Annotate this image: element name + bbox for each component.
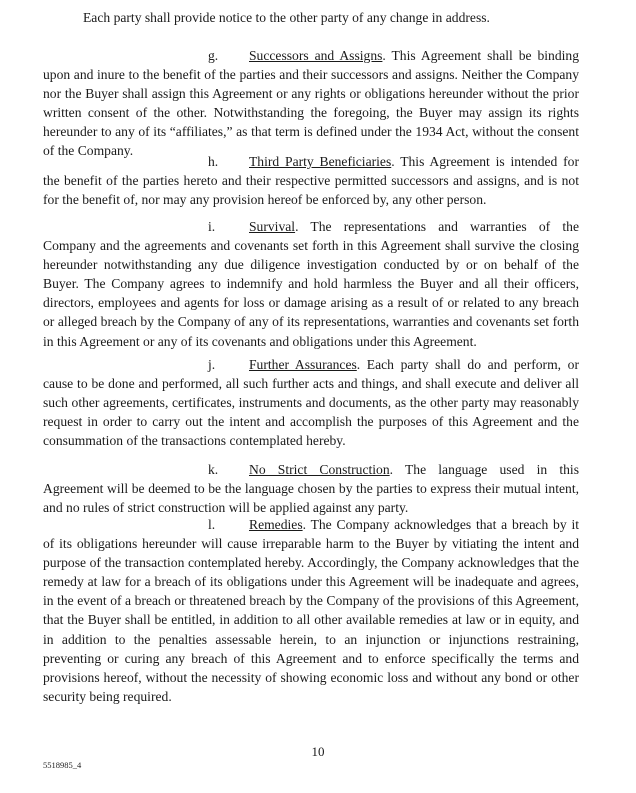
section-h xyxy=(43,152,579,209)
section-letter: k. xyxy=(208,462,219,477)
section-text: . The language used in this Agreement will be deemed to be the language chosen by the parties to express their mutual intent, and no rules of strict construction will be applied against any party. xyxy=(43,462,579,516)
section-l xyxy=(43,515,579,706)
section-heading: No Strict Construction xyxy=(249,462,390,477)
section-heading: Further Assurances xyxy=(249,357,357,372)
section-text: . This Agreement shall be binding upon and inure to the benefit of the parties and their successors and assigns. Neither the Company nor the Buyer shall assign this Agreement or any rights or obligations hereunder without the prior written consent of the other. Notwithstanding the foregoing, the Buyer may assign its rights hereunder to any of its “affiliates,” as that term is defined under the 1934 Act, without the consent of the Company. xyxy=(43,48,579,159)
section-letter: l. xyxy=(208,517,216,532)
section-heading: Successors and Assigns xyxy=(249,48,383,63)
intro-text: Each party shall provide notice to the other party of any change in address. xyxy=(83,10,490,25)
section-letter: j. xyxy=(208,357,216,372)
section-text: . The Company acknowledges that a breach by it of its obligations hereunder will cause irreparable harm to the Buyer by vitiating the intent and purpose of the transaction contemplated hereby. Accordingly, the Company acknowledges that the remedy at law for a breach of its obligations under this Agreement will be inadequate and agrees, in the event of a breach or threatened breach by the Company of the provisions of this Agreement, that the Buyer shall be entitled, in addition to all other available remedies at law or in equity, and in addition to the penalties assessable herein, to an injunction or injunctions restraining, preventing or curing any breach of this Agreement and to enforce specifically the terms and provisions hereof, without the necessity of showing economic loss and without any bond or other security being required. xyxy=(43,517,579,704)
section-i xyxy=(43,217,579,351)
section-text: . This Agreement is intended for the benefit of the parties hereto and their respective permitted successors and assigns, and is not for the benefit of, nor may any provision hereof be enforced by, any other person. xyxy=(43,154,579,208)
section-heading: Survival xyxy=(249,219,296,234)
section-k xyxy=(43,460,579,517)
intro-paragraph xyxy=(43,8,579,27)
section-heading: Remedies xyxy=(249,517,303,532)
section-g xyxy=(43,46,579,161)
section-letter: i. xyxy=(208,219,216,234)
section-heading: Third Party Beneficiaries xyxy=(249,154,392,169)
document-id: 5518985_4 xyxy=(43,760,82,770)
section-letter: g. xyxy=(208,48,219,63)
section-text: . Each party shall do and perform, or cause to be done and performed, all such further acts and things, and shall execute and deliver all such other agreements, certificates, instruments and documents, as the other party may reasonably request in order to carry out the intent and accomplish the purposes of this Agreement and the consummation of the transactions contemplated hereby. xyxy=(43,357,579,449)
section-letter: h. xyxy=(208,154,219,169)
section-text: . The representations and warranties of the Company and the agreements and covenants set forth in this Agreement shall survive the closing hereunder notwithstanding any due diligence investigation conducted by or on behalf of the Buyer. The Company agrees to indemnify and hold harmless the Buyer and all their officers, directors, employees and agents for loss or damage arising as a result of or related to any breach or alleged breach by the Company of any of its representations, warranties and covenants set forth in this Agreement or any of its covenants and obligations under this Agreement. xyxy=(43,219,579,349)
page-number: 10 xyxy=(311,744,325,759)
section-j xyxy=(43,355,579,450)
